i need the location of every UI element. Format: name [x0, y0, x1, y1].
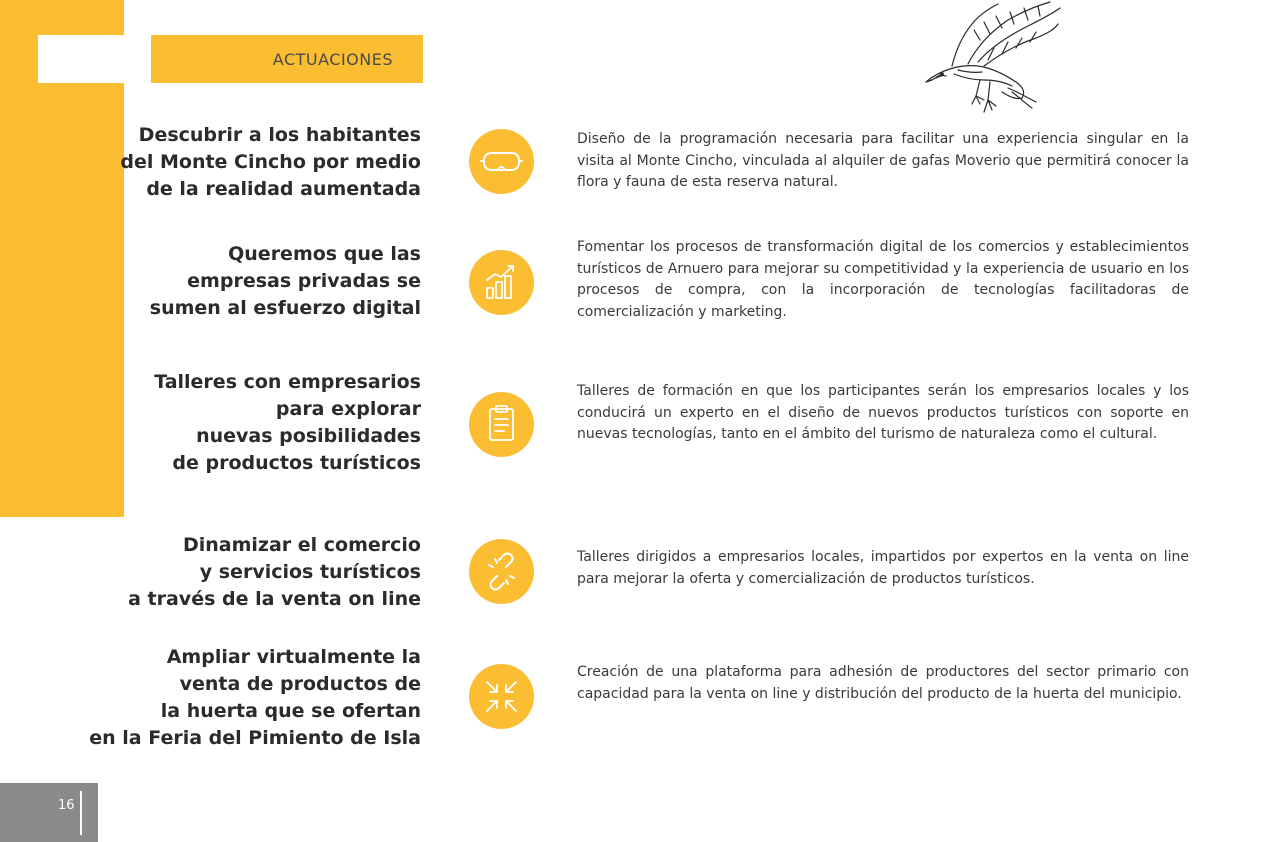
- section-label: [151, 35, 423, 83]
- action-title: Dinamizar el comercio y servicios turísticos a través de la venta on line: [128, 534, 421, 610]
- broken-link-icon: [469, 539, 534, 604]
- action-icon-circle: [469, 539, 534, 604]
- action-description: Creación de una plataforma para adhesión de productores del sector primario con capacidad para la venta on line y distribución del producto de la huerta del municipio.: [577, 664, 1189, 702]
- section-label-text: ACTUACIONES: [272, 49, 393, 69]
- converging-arrows-icon: [469, 664, 534, 729]
- seagull-illustration: [918, 0, 1068, 122]
- action-description: Talleres dirigidos a empresarios locales, impartidos por expertos en la venta on line para mejorar la oferta y comercialización de productos turísticos.: [577, 549, 1189, 587]
- action-description: Talleres de formación en que los participantes serán los empresarios locales y los conducirá un experto en el diseño de nuevos productos turísticos con soporte en nuevas tecnologías, tanto en el ámbito del turismo de naturaleza como el cultural.: [577, 383, 1189, 442]
- action-description: Diseño de la programación necesaria para facilitar una experiencia singular en la visita al Monte Cincho, vinculada al alquiler de gafas Moverio que permitirá conocer la flora y fauna de esta reserva natural.: [577, 131, 1189, 190]
- action-title: Queremos que las empresas privadas se sumen al esfuerzo digital: [149, 243, 421, 319]
- page-number-box: [0, 783, 98, 842]
- clipboard-icon: [469, 392, 534, 457]
- decorative-notch: [38, 35, 124, 83]
- page-number: 16: [58, 798, 75, 813]
- action-description: Fomentar los procesos de transformación digital de los comercios y establecimientos turísticos de Arnuero para mejorar su competitividad y la experiencia de usuario en los procesos de compra, con la incorporación de tecnologías facilitadoras de comercialización y marketing.: [577, 239, 1189, 320]
- action-title: Talleres con empresarios para explorar nuevas posibilidades de productos turísticos: [154, 371, 421, 474]
- action-icon-circle: [469, 392, 534, 457]
- action-icon-circle: [469, 250, 534, 315]
- page-divider: [80, 791, 82, 835]
- action-title: Descubrir a los habitantes del Monte Cincho por medio de la realidad aumentada: [120, 124, 421, 200]
- vr-goggles-icon: [469, 129, 534, 194]
- action-title: Ampliar virtualmente la venta de productos de la huerta que se ofertan en la Feria del Pimiento de Isla: [89, 646, 421, 749]
- action-icon-circle: [469, 664, 534, 729]
- action-icon-circle: [469, 129, 534, 194]
- growth-chart-icon: [469, 250, 534, 315]
